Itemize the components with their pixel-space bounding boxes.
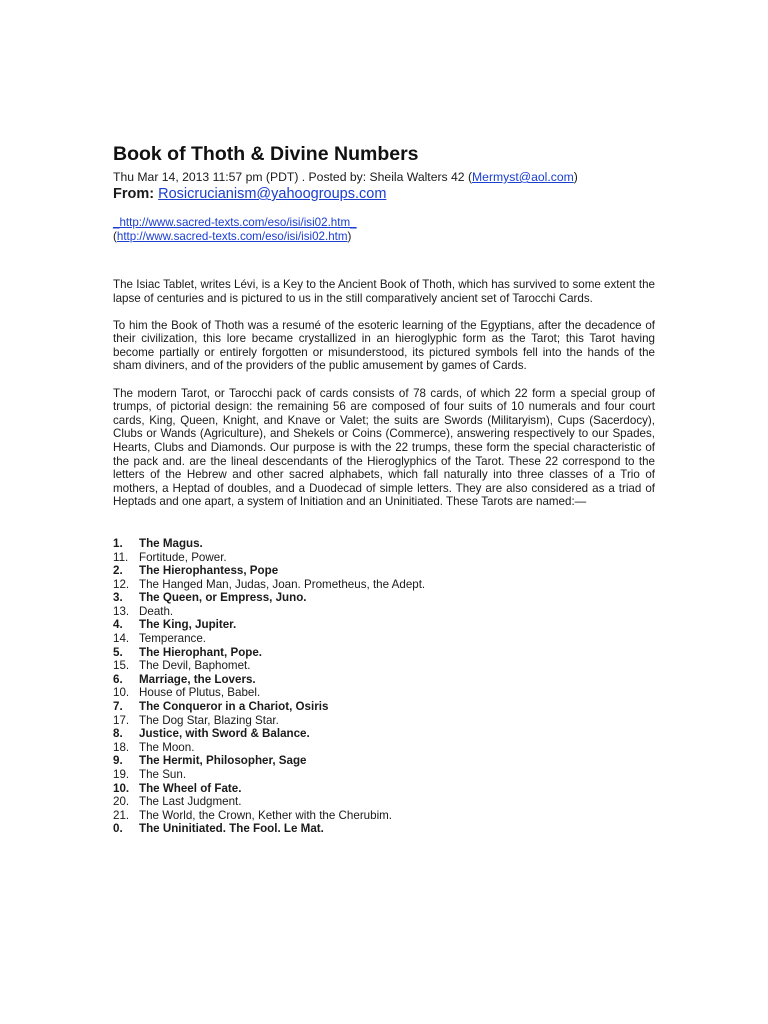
list-item-name: The Last Judgment. (139, 795, 242, 809)
list-item-number: 4. (113, 618, 123, 632)
list-item-number: 6. (113, 672, 123, 686)
list-item-name: The World, the Crown, Kether with the Cherubim. (139, 808, 393, 822)
list-item-name: The Dog Star, Blazing Star. (139, 713, 279, 727)
tarot-list (113, 537, 655, 836)
list-item-number: 18. (113, 740, 130, 754)
list-item (113, 605, 655, 619)
list-item-number: 1. (113, 536, 123, 550)
list-item (113, 632, 655, 646)
list-item (113, 673, 655, 687)
list-item-name: The Devil, Baphomet. (139, 659, 251, 673)
list-item-name: The Hierophantess, Pope (139, 564, 279, 578)
post-meta-close: ) (573, 170, 578, 184)
post-meta (113, 169, 655, 185)
list-item-number: 9. (113, 754, 123, 768)
list-item-number: 12. (113, 577, 130, 591)
body-paragraph-2: To him the Book of Thoth was a resumé of the esoteric learning of the Egyptians, after the decadence of their civilization, this lore became crystallized in an hieroglyphic form as the Tarot; this Tarot having become partially or entirely forgotten or misunderstood, its pictured symbols fell into the hands of the sham diviners, and of the providers of the public amusement by games of Cards. (113, 318, 655, 373)
list-item (113, 659, 655, 673)
list-item-name: The Wheel of Fate. (139, 781, 242, 795)
list-item-name: The King, Jupiter. (139, 618, 237, 632)
list-item-name: The Queen, or Empress, Juno. (139, 591, 307, 605)
list-item-name: The Hermit, Philosopher, Sage (139, 754, 307, 768)
from-label: From: (113, 186, 155, 202)
list-item-number: 21. (113, 808, 130, 822)
list-item (113, 714, 655, 728)
list-item-number: 19. (113, 768, 130, 781)
post-title: Book of Thoth & Divine Numbers (113, 143, 419, 165)
list-item-name: The Uninitiated. The Fool. Le Mat. (139, 822, 324, 836)
body-paragraph-3: The modern Tarot, or Tarocchi pack of cards consists of 78 cards, of which 22 form a special group of trumps, of pictorial design: the remaining 56 are composed of four suits of 10 numerals and four court cards, King, Queen, Knight, and Knave or Valet; the suits are Swords (Militaryism), Cups (Sacerdocy), Clubs or Wands (Agriculture), and Shekels or Coins (Commerce), answering respectively to our Spades, Hearts, Clubs and Diamonds. Our purpose is with the 22 trumps, these form the special characteristic of the pack and. are the lineal descendants of the Hieroglyphics of the Tarot. These 22 correspond to the letters of the Hebrew and other sacred alphabets, which fall naturally into three classes of a Trio of mothers, a Heptad of doubles, and a Duodecad of simple letters. They are also considered as a triad of Heptads and one apart, a system of Initiation and an Uninitiated. These Tarots are named:— (113, 386, 655, 509)
list-item-number: 10. (113, 686, 130, 700)
list-item-number: 8. (113, 727, 123, 741)
list-item (113, 551, 655, 565)
list-item-name: Death. (139, 604, 174, 618)
list-item-name: House of Plutus, Babel. (139, 686, 261, 700)
list-item (113, 822, 655, 836)
list-item (113, 591, 655, 605)
list-item-number: 17. (113, 713, 130, 727)
list-item (113, 686, 655, 700)
source-link-1[interactable]: _http://www.sacred-texts.com/eso/isi/isi02.htm_ (113, 216, 357, 229)
source-link-2-close: ) (347, 229, 352, 243)
author-email-link[interactable]: Mermyst@aol.com (472, 170, 574, 184)
source-link-row-2 (113, 230, 655, 244)
source-link-row-1 (113, 216, 655, 230)
list-item-name: The Hierophant, Pope. (139, 645, 263, 659)
list-item-number: 20. (113, 795, 130, 809)
source-link-2[interactable]: http://www.sacred-texts.com/eso/isi/isi02.htm (116, 229, 348, 243)
list-item (113, 795, 655, 809)
list-item (113, 809, 655, 823)
body-paragraph-1: The Isiac Tablet, writes Lévi, is a Key to the Ancient Book of Thoth, which has survived to some extent the lapse of centuries and is pictured to us in the still comparatively ancient set of Tarocchi Cards. (113, 278, 655, 305)
list-item-number: 11. (113, 550, 129, 564)
list-item (113, 564, 655, 578)
list-item-name: The Moon. (139, 740, 195, 754)
list-item (113, 768, 655, 782)
list-item-number: 0. (113, 822, 123, 836)
list-item (113, 578, 655, 592)
list-item-name: The Sun. (139, 768, 187, 781)
list-item (113, 727, 655, 741)
list-item (113, 646, 655, 660)
list-item (113, 537, 655, 551)
list-item-number: 3. (113, 591, 123, 605)
list-item-name: Marriage, the Lovers. (139, 672, 256, 686)
list-item-number: 2. (113, 564, 123, 578)
list-item (113, 700, 655, 714)
list-item-name: Fortitude, Power. (139, 550, 227, 564)
list-item-name: The Hanged Man, Judas, Joan. Prometheus, the Adept. (139, 577, 426, 591)
list-item-number: 15. (113, 659, 130, 673)
source-link-2-open: ( (113, 229, 117, 243)
from-address-link[interactable]: Rosicrucianism@yahoogroups.com (158, 186, 387, 202)
post-meta-text: Thu Mar 14, 2013 11:57 pm (PDT) . Posted by: Sheila Walters 42 ( (113, 170, 473, 184)
list-item-name: The Magus. (139, 536, 203, 550)
list-item (113, 741, 655, 755)
list-item (113, 754, 655, 768)
list-item-name: The Conqueror in a Chariot, Osiris (139, 700, 329, 714)
list-item-number: 10. (113, 781, 130, 795)
from-line (113, 185, 655, 203)
list-item-number: 13. (113, 604, 130, 618)
list-item (113, 782, 655, 796)
list-item-name: Justice, with Sword & Balance. (139, 727, 310, 741)
list-item (113, 618, 655, 632)
list-item-number: 5. (113, 645, 123, 659)
list-item-number: 7. (113, 700, 123, 714)
source-links (113, 216, 655, 243)
list-item-number: 14. (113, 632, 130, 646)
list-item-name: Temperance. (139, 632, 207, 646)
document-page (113, 142, 655, 836)
